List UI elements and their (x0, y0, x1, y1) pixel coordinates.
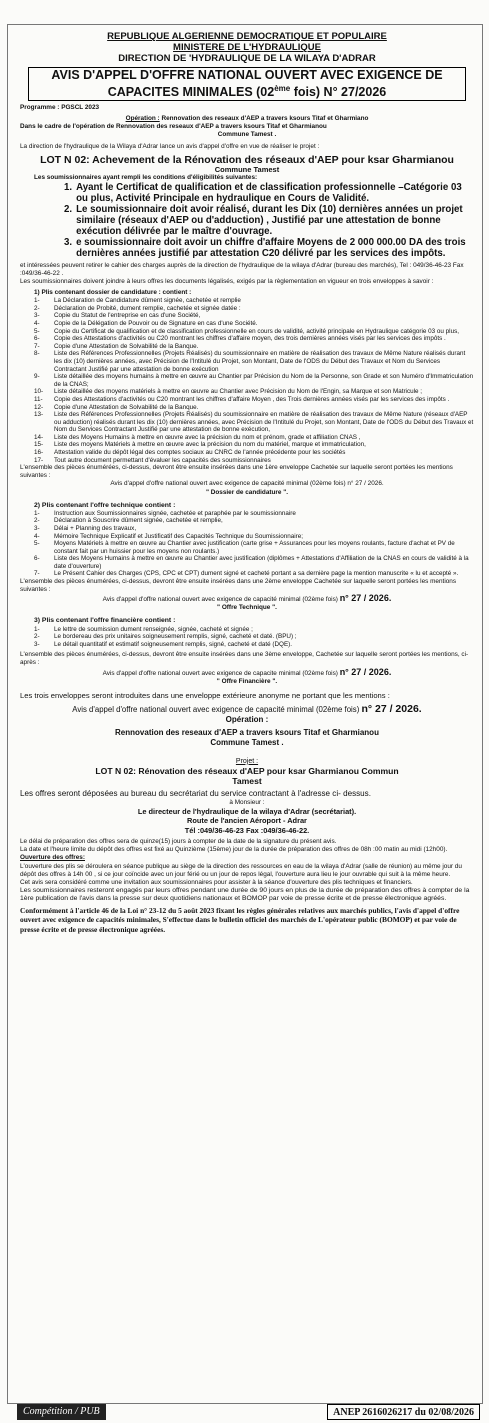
projet-lot: LOT N 02: Rénovation des réseaux d'AEP pour ksar Gharmianou Commun (95, 765, 399, 776)
envelope1-item-number: 1- (34, 297, 40, 305)
envelope3-label: " Offre Financière ". (216, 677, 278, 685)
eligibility-condition (64, 204, 470, 237)
programme-label: Programme : PGSCL 2023 (20, 104, 100, 112)
intro-line: La direction de l'hydraulique de la Wilaya d'Adrar lance un avis d'appel d'offre en vue de réaliser le projet : (20, 142, 320, 150)
docs-intro: Les soumissionnaires doivent joindre à leurs offres les documents légalisés, exigés par la règlementation en vigueur en trois enveloppes à savoir : (20, 278, 434, 285)
envelope2-items (34, 510, 474, 578)
monsieur-line: à Monsieur : (229, 798, 265, 806)
envelope2-item (34, 555, 474, 570)
envelope1-item-text: Liste des moyens Matériels à mettre en œuvre avec la précision du nom du matériel, marque et immatriculation, (54, 441, 366, 449)
envelope2-item (34, 510, 474, 518)
envelope1-item-text: Copie de la Délégation de Pouvoir ou de Signature en cas d'une Société. (54, 319, 258, 327)
envelope1-item-text: Attestation valide du dépôt légal des comptes sociaux au CNRC de l'année précédente pour les sociétés (54, 449, 346, 457)
conformement-text: Conformément à l'article 46 de la Loi n° 23-12 du 5 août 2023 fixant les règles générales relatives aux marchés publics, l'avis d'appel d'offre ouvert avec exigence de capacités minimales, S'effectue dans le bulletin officiel des marchés de L'opérateur public (BOMOP) et par voie de presse écrite et de presse électronique agréées. (20, 906, 460, 934)
envelope2-item (34, 540, 474, 555)
ouverture-label: Ouverture des offres: (20, 854, 85, 862)
envelope1-item (34, 343, 474, 351)
envelope1-item-number: 3- (34, 312, 40, 320)
footer-competition-tag: Compétition / PUB (17, 1404, 106, 1420)
envelope2-mention (20, 594, 474, 604)
eligibility-condition-number: 3. (64, 236, 73, 248)
envelope1-item-number: 14- (34, 433, 44, 441)
envelope1-item-text: Copie d'une Attestation de Solvabilité de la Banque. (54, 342, 199, 350)
envelope1-item-text: Tout autre document permettant d'évaluer les capacités des soumissionnaires (54, 456, 271, 464)
ouverture-text: L'ouverture des plis se déroulera en séance publique au siège de la direction des ressources en eau de la wilaya d'Adrar (salle de réunion) au même jour du dépôt des offres à 14h 00 , si ce jour coïncide avec un jour férié ou un jour de repos légal, l'ouverture aura lieu le jour ouvrable qui suit à la même heure. (20, 862, 462, 878)
footer-anep-reference: ANEP 2616026217 du 02/08/2026 (327, 1404, 480, 1420)
envelope1-item-number: 17- (34, 456, 44, 464)
envelope2-item (34, 517, 474, 525)
envelope2-item-number: 5- (34, 540, 40, 548)
operation-line (20, 115, 474, 123)
envelope1-item-number: 8- (34, 350, 40, 358)
projet-label: Projet : (235, 757, 259, 765)
envelope2-close: L'ensemble des pièces énumérées, ci-dessus, devront être ensuite insérées dans une 2ème enveloppe Cachetée sur laquelle seront portées les mentions suivantes : (20, 578, 457, 594)
envelope2-item-number: 3- (34, 524, 40, 532)
envelope2-mention-text: Avis d'appel d'offre national ouvert avec exigence de capacité minimal (02ème fois) (102, 596, 338, 604)
envelope2-item-text: Liste des Moyens Humains à mettre en œuvre au Chantier avec justification (diplômes + Attestations d'Affiliation de la CNAS en cours de validité à la date d'ouverture) (54, 555, 469, 570)
cadre-line: Dans le cadre de l'opération de Rennovation des reseaux d'AEP a travers ksours Titaf et Gharmianou (20, 123, 327, 131)
header-direction: DIRECTION DE 'HYDRAULIQUE DE LA WILAYA D'ADRAR (118, 53, 376, 64)
envelope2-item-number: 2- (34, 517, 40, 525)
envelope1-item-text: Copie d'une Attestation de Solvabilité de la Banque. (54, 403, 199, 411)
envelope2-item-text: Délai + Planning des travaux, (54, 524, 137, 532)
envelope1-item-text: Copie du Certificat de qualification et de classification professionnelle en cours de validité, activité principale en Hydraulique catégorie 03 ou plus, (54, 327, 459, 335)
title-sup: ème (274, 84, 291, 93)
envelope1-item-text: Liste des Références Professionnelles (Projets Réalisés) du soumissionnaire en matière de réalisation des travaux de Même Nature (réseaux d'AEP ou adduction) réalisés durant les dix (10) dernières années, avec Précision de l'Intitulé du Projet, son Montant, Date de l'ODS du Début des Travaux et Nom du Services Contractant Justifié par une attestation de bonne exécution, (54, 411, 474, 434)
envelope1-item (34, 305, 474, 313)
envelope3-mention (20, 668, 474, 678)
envelope1-items (34, 297, 474, 464)
engagement-text: Les soumissionnaires resteront engagés par leurs offres pendant une durée de 90 jours en plus de la durée de préparation des offres à compter de la 1ère publication de l'avis dans la presse sur deux quotidiens nationaux et BOMOP par voie de presse écrite et de presse électronique agréés. (20, 886, 470, 903)
envelope1-item-number: 7- (34, 342, 40, 350)
commune-line: Commune Tamest . (217, 131, 277, 139)
envelope3-close: L'ensemble des pièces énumérées, ci-dessus, devront être ensuite insérées dans une 3ème enveloppe, Cachetée sur laquelle seront portées les mentions, ci-après : (20, 651, 469, 667)
envelope2-label: " Offre Technique ". (217, 604, 277, 612)
outer-envelope-intro: Les trois enveloppes seront introduites dans une enveloppe extérieure anonyme ne portant que les mentions : (20, 690, 390, 700)
envelope2-item-text: Déclaration à Souscrire dûment signée, cachetée et remplie, (54, 517, 223, 525)
depot-line: Les offres seront déposées au bureau du secrétariat du service contractant à l'adresse ci- dessus. (20, 788, 371, 798)
envelope1-item (34, 335, 474, 343)
envelope1-item (34, 297, 474, 305)
envelope2-mention-number: n° 27 / 2026. (339, 593, 392, 604)
envelope2-item (34, 533, 474, 541)
envelope1-item-number: 9- (34, 373, 40, 381)
envelope3-item-number: 2- (34, 633, 40, 641)
header-ministry: MINISTERE DE L'HYDRAULIQUE (173, 42, 321, 53)
envelope1-item-number: 10- (34, 388, 44, 396)
envelope1-item (34, 434, 474, 442)
envelope1-item-text: Déclaration de Probité, dument remplie, cachetée et signée datée : (54, 304, 241, 312)
envelope1-heading: 1) Plis contenant dossier de candidature : contient : (34, 289, 192, 297)
envelope2-item-text: Le Présent Cahier des Charges (CPS, CPC et CPT) dument signé et cacheté portant a sa dernière page la mention manuscrite « lu et accepté ». (54, 570, 459, 578)
eligibility-conditions (64, 182, 470, 259)
notice-title-line1: AVIS D'APPEL D'OFFRE NATIONAL OUVERT AVEC EXIGENCE DE (51, 68, 443, 82)
envelope1-item (34, 320, 474, 328)
envelope1-item-number: 15- (34, 441, 44, 449)
envelope1-item-number: 6- (34, 335, 40, 343)
operation-text: Rennovation des reseaux d'AEP a travers ksours Titaf et Gharmiano (161, 115, 369, 123)
invitation-text: Cet avis sera considéré comme une invitation aux soumissionnaires pour assister à la séance d'ouverture des plis techniques et financiers. (20, 878, 413, 886)
envelope1-item-text: Liste détaillée des moyens matériels à mettre en œuvre au Chantier avec Précision du Nom de l'Engin, sa Marque et son Matricule ; (54, 388, 422, 396)
tender-notice (7, 24, 483, 1404)
envelope1-label: " Dossier de candidature ". (205, 488, 289, 496)
envelope1-item-text: Liste des Moyens Humains à mettre en œuvre avec la précision du nom et prénom, grade et affiliation CNAS , (54, 433, 361, 441)
envelope1-item-number: 4- (34, 319, 40, 327)
eligibility-condition-text: e soumissionnaire doit avoir un chiffre d'affaire Moyens de 2 000 000.00 DA des trois dernières années justifié par attestation C20 délivré par les services des impôts. (76, 236, 466, 259)
envelope3-item-number: 1- (34, 625, 40, 633)
envelope2-item-text: Mémoire Technique Explicatif et Justificatif des Capacités Technique du Soumissionnaire; (54, 532, 303, 540)
envelope1-item-number: 5- (34, 327, 40, 335)
eligibility-condition-number: 1. (64, 181, 73, 193)
envelope1-item (34, 404, 474, 412)
retrait-line: et intéressées peuvent retirer le cahier des charges auprès de la direction de l'hydraulique de la wilaya d'Adrar (bureau des marchés), Tel : 049/36-46-23 Fax :049/36-46-22 . (20, 261, 464, 277)
eligibility-condition-text: Ayant le Certificat de qualification et de classification professionnelle –Catégorie 03 ou plus, Activité Principale en hydraulique en Cours de Validité. (76, 181, 462, 204)
envelope2-item (34, 570, 474, 578)
envelope1-item-number: 2- (34, 304, 40, 312)
envelope2-item (34, 525, 474, 533)
notice-title-line2 (33, 82, 461, 99)
envelope1-item (34, 312, 474, 320)
date-limite-line: La date et l'heure limite du dépôt des offres est fixé au Quinzième (15ème) jour de la durée de préparation des offres de 08h :00 matin au midi (12h00). (20, 846, 448, 854)
envelope3-mention-number: n° 27 / 2026. (339, 666, 392, 677)
envelope1-item-number: 11- (34, 395, 43, 403)
envelope3-item-text: Le détail quantitatif et estimatif soigneusement remplis, signé, cacheté et daté (DQE). (54, 640, 293, 648)
eligibility-condition (64, 182, 470, 204)
envelope2-item-text: Moyens Matériels à mettre en œuvre au Chantier avec justification (carte grise + Assurances pour les moyens roulants, facture d'achat et PV de constant fait par un huissier pour les moyens non roulants.) (54, 540, 455, 555)
envelope3-item (34, 641, 474, 649)
envelope1-item-number: 13- (34, 411, 44, 419)
envelope2-item-number: 7- (34, 570, 40, 578)
envelope1-item (34, 449, 474, 457)
lot-commune: Commune Tamest (214, 164, 280, 174)
envelope2-item-text: Instruction aux Soumissionnaires signée, cachetée et paraphée par le soumissionnaire (54, 509, 296, 517)
envelope2-item-number: 6- (34, 555, 40, 563)
envelope1-item (34, 441, 474, 449)
envelope1-item-text: Liste des Références Professionnelles (Projets Réalisés) du soumissionnaire en matière de réalisation des travaux de Même Nature réalisés durant les dix (10) dernières années, avec Précision de l'Intitulé du Projet, son Montant, Date de l'ODS du Début des Travaux et Nom du Services Contractant Justifié par une attestation de bonne exécution (54, 350, 466, 373)
title-part-a: CAPACITES MINIMALES (02 (107, 85, 275, 100)
envelope1-item (34, 328, 474, 336)
envelope1-item-number: 12- (34, 403, 44, 411)
outer-mention-text: Avis d'appel d'offre national ouvert avec exigence de capacité minimal (02ème fois) (72, 704, 360, 714)
eligibility-intro: Les soumissionnaires ayant rempli les conditions d'éligibilités suivantes: (34, 173, 258, 181)
outer-mention-number: n° 27 / 2026. (361, 702, 422, 715)
projet-tamest: Tamest (232, 775, 262, 786)
envelope1-item (34, 396, 474, 404)
outer-mention (20, 704, 474, 715)
envelope3-mention-text: Avis d'appel d'offre national ouvert avec exigence de capacite minimal (02ème fois) (102, 669, 338, 677)
envelope1-item (34, 350, 474, 373)
envelope3-item (34, 633, 474, 641)
eligibility-condition-number: 2. (64, 203, 73, 215)
envelope3-item (34, 626, 474, 634)
eligibility-condition-text: Le soumissionnaire doit avoir réalisé, durant les Dix (10) dernières années un projet similaire (réseaux d'AEP ou d'adduction) , Justifié par une attestation de bonne exécution délivrée par le maître d'ouvrage. (76, 203, 463, 237)
envelope3-item-number: 3- (34, 640, 40, 648)
operation-label: Opération : (125, 115, 160, 123)
outer-commune: Commune Tamest . (210, 737, 284, 747)
envelope1-item-number: 16- (34, 449, 44, 457)
envelope1-item (34, 457, 474, 465)
telfax-line: Tél :049/36-46-23 Fax :049/36-46-22. (184, 825, 310, 835)
envelope1-item (34, 373, 474, 388)
route-line: Route de l'ancien Aéroport - Adrar (187, 816, 307, 826)
envelope3-item-text: Le bordereau des prix unitaires soigneusement remplis, signé, cacheté et daté. (BPU) ; (54, 633, 297, 641)
envelope2-item-number: 4- (34, 532, 40, 540)
outer-operation-text: Rennovation des reseaux d'AEP a travers ksours Titaf et Gharmianou (115, 727, 379, 737)
envelope3-items (34, 626, 474, 649)
delai-line: Le délai de préparation des offres sera de quinze(15) jours à compter de la date de la signature du présent avis. (20, 838, 337, 846)
outer-operation-label: Opération : (225, 714, 269, 724)
envelope1-item (34, 388, 474, 396)
envelope1-mention: Avis d'appel d'offre national ouvert avec exigence de capacité minimal (02ème fois) n° 27 / 2026. (110, 480, 384, 488)
envelope1-item-text: Copie des Attestations d'activités ou C20 montrant les chiffres d'affaire Moyen , des Trois dernières années visés par les services des impôts . (54, 395, 450, 403)
notice-title (28, 67, 466, 101)
eligibility-condition (64, 237, 470, 259)
envelope1-item (34, 411, 474, 434)
envelope1-item-text: Copie du Statut de l'entreprise en cas d'une Société, (54, 312, 201, 320)
directeur-line: Le directeur de l'hydraulique de la wilaya d'Adrar (secrétariat). (137, 806, 357, 816)
envelope2-heading: 2) Plis contenant l'offre technique contient : (34, 501, 176, 509)
envelope1-item-text: Liste détaillée des moyens humains à mettre en œuvre au Chantier par Précision du Nom de la Personne, son Grade et son Numéro d'Immatriculation de la CNAS; (54, 373, 474, 388)
envelope1-item-text: Copie des Attestations d'activités ou C20 montrant les chiffres d'affaire moyen, des trois dernières années visés par les services des impôts . (54, 335, 446, 343)
envelope3-item-text: Le lettre de soumission dument renseignée, signée, cacheté et signée ; (54, 625, 253, 633)
title-part-b: fois) N° 27/2026 (290, 85, 387, 100)
envelope1-close: L'ensemble des pièces énumérées, ci-dessus, devront être ensuite insérées dans une 1ère enveloppe Cachetée sur laquelle seront portées les mentions suivantes : (20, 464, 453, 480)
lot-title: LOT N 02: Achevement de la Rénovation des réseaux d'AEP pour ksar Gharmianou (40, 153, 454, 166)
header-republic: REPUBLIQUE ALGERIENNE DEMOCRATIQUE ET POPULAIRE (107, 31, 387, 42)
envelope3-heading: 3) Plis contenant l'offre financière contient : (34, 617, 176, 625)
envelope2-item-number: 1- (34, 509, 40, 517)
envelope1-item-text: La Déclaration de Candidature dûment signée, cachetée et remplie (54, 297, 241, 305)
